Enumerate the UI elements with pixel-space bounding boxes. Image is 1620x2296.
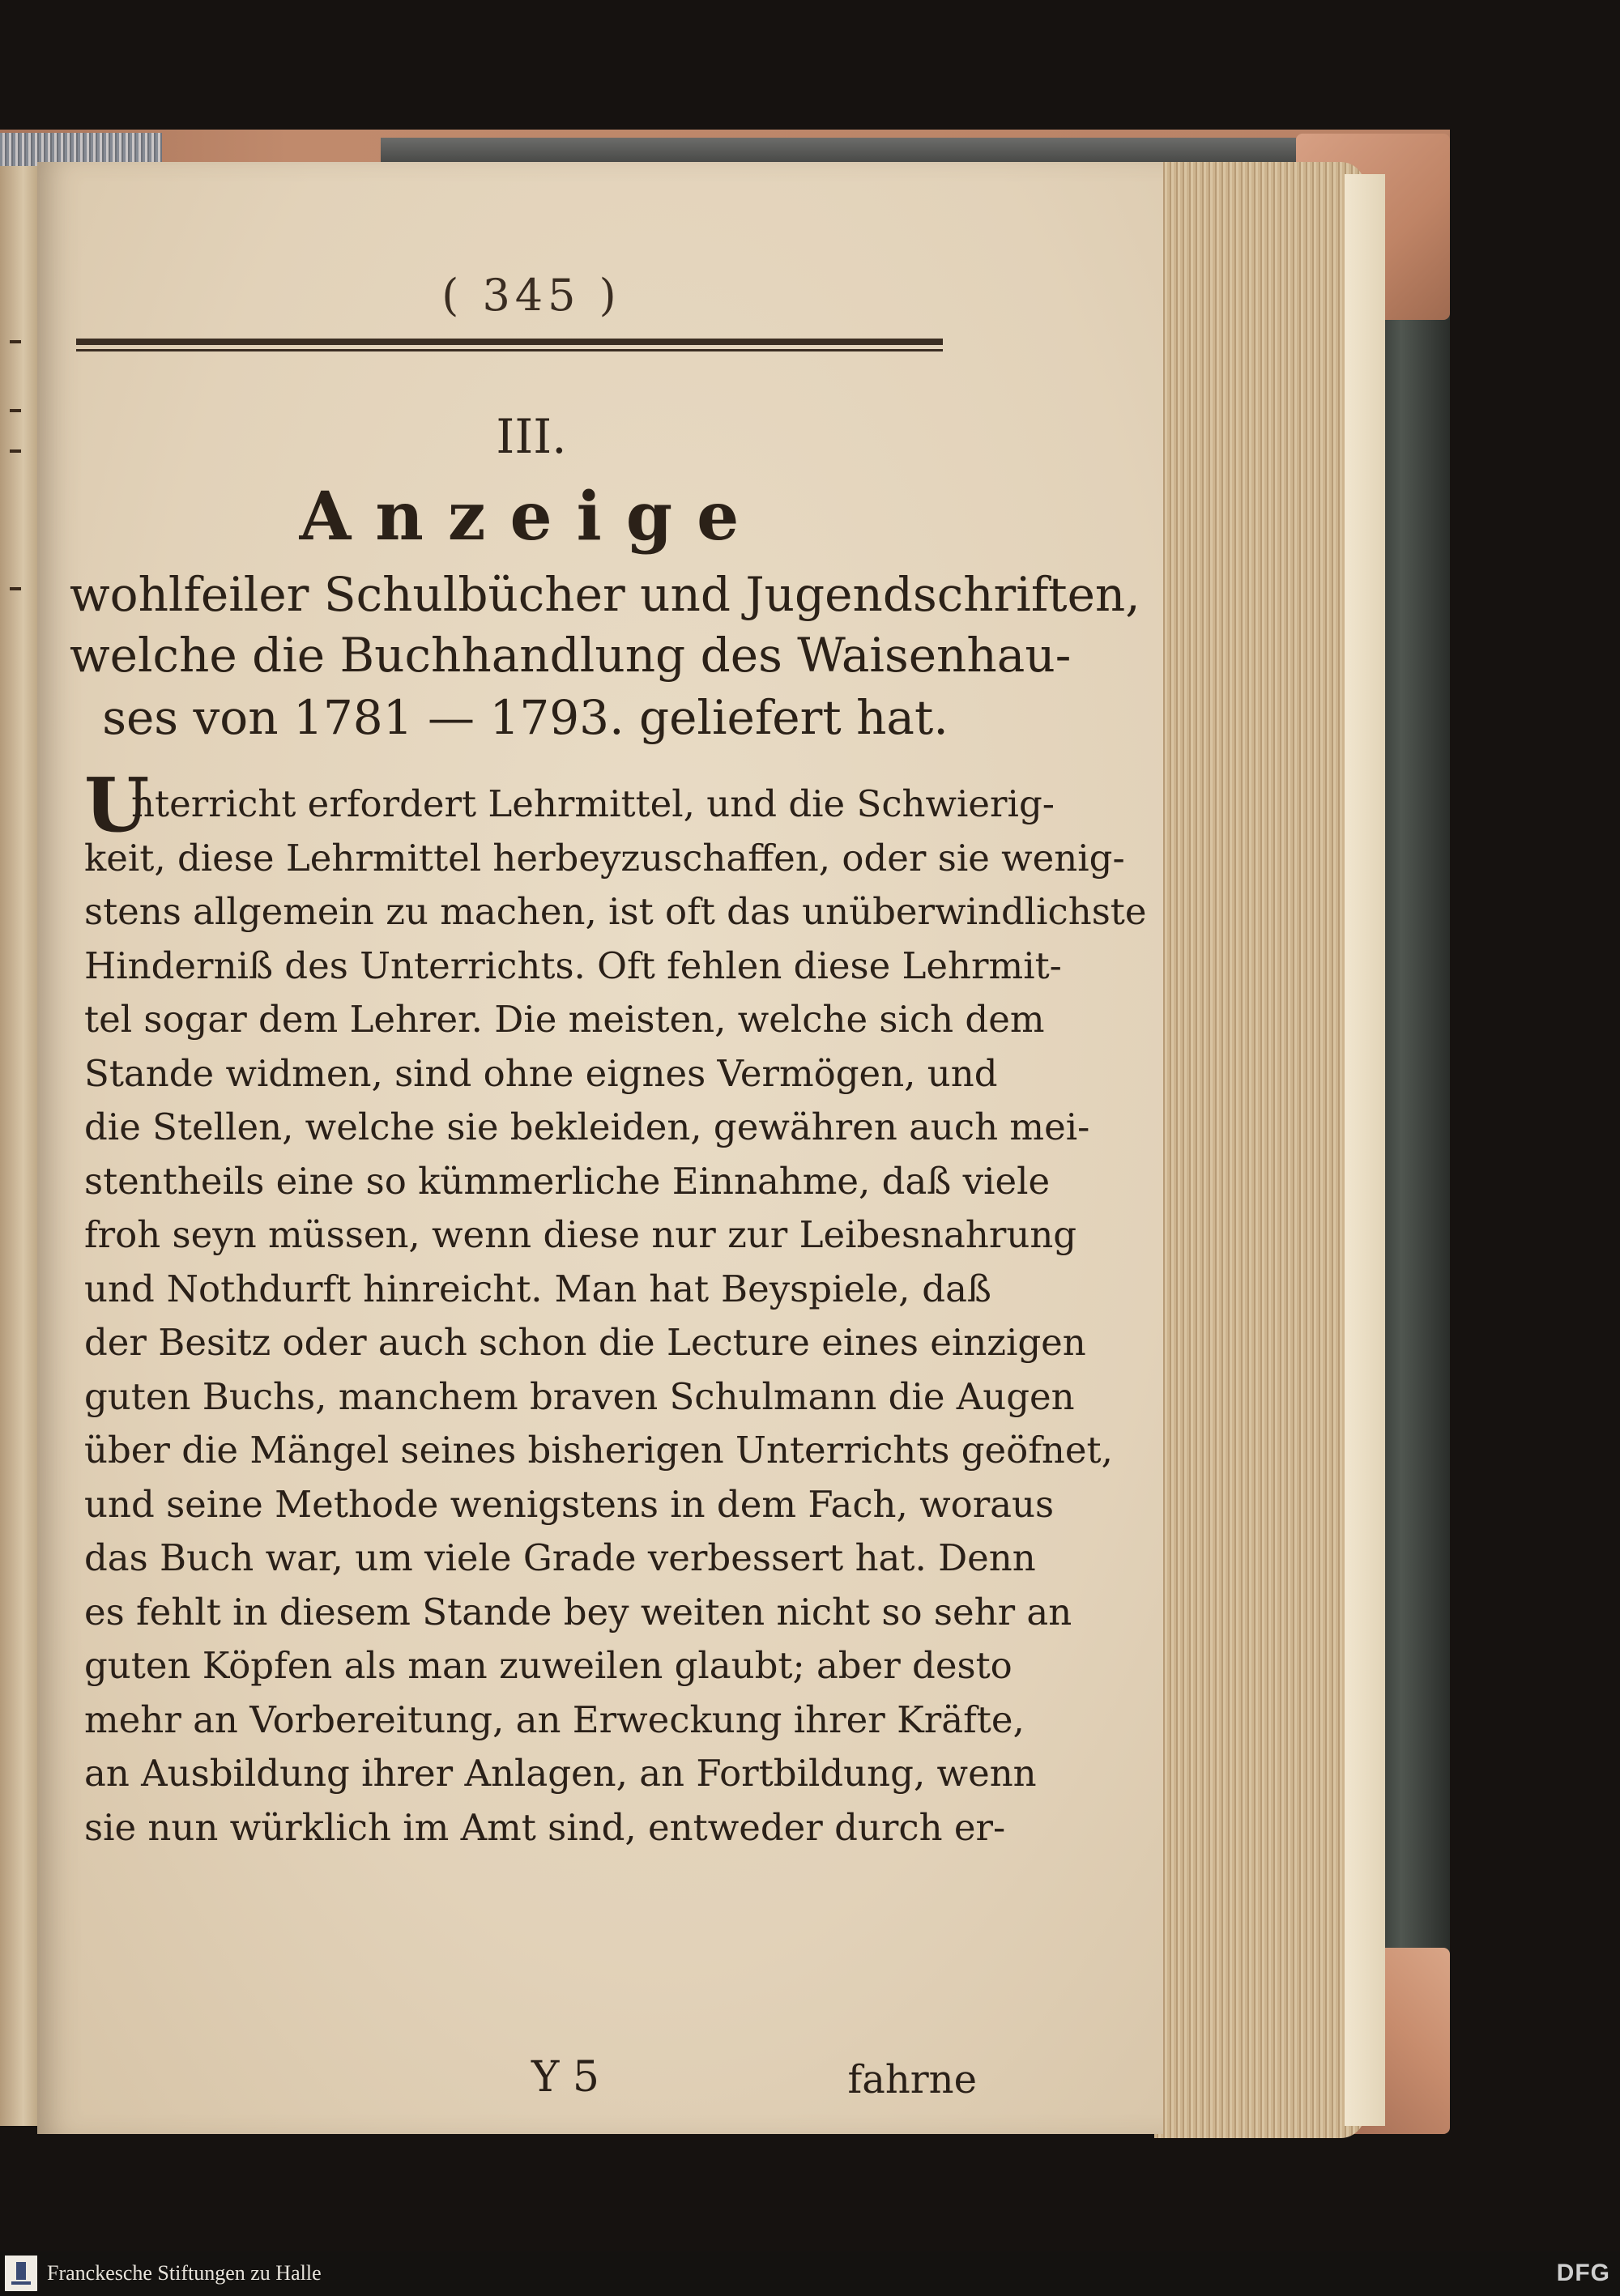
left-page-mark [10,449,21,453]
body-line: sie nun würklich im Amt sind, entweder durch er- [84,1805,1006,1849]
left-facing-page [0,166,39,2126]
drop-capital: U [84,761,150,849]
body-line: stens allgemein zu machen, ist oft das unüberwindlichste [84,890,1147,933]
signature-mark: Y 5 [531,2053,599,2102]
body-line: guten Köpfen als man zuweilen glaubt; aber desto [84,1644,1013,1687]
page-number: ( 345 ) [441,270,621,321]
section-number: III. [496,409,567,464]
footer-bar [0,2251,1620,2296]
body-line: der Besitz oder auch schon die Lecture eines einzigen [84,1321,1086,1364]
page-heading: Anzeige [299,478,764,556]
body-line: die Stellen, welche sie bekleiden, gewähren auch mei- [84,1105,1090,1148]
body-line: es fehlt in diesem Stande bey weiten nicht so sehr an [84,1590,1072,1634]
body-line: keit, diese Lehrmittel herbeyzuschaffen, oder sie wenig- [84,836,1125,880]
body-line: mehr an Vorbereitung, an Erweckung ihrer Kräfte, [84,1698,1025,1741]
body-line: guten Buchs, manchem braven Schulmann die Augen [84,1374,1075,1418]
header-rule [76,339,943,345]
institution-link[interactable]: Franckesche Stiftungen zu Halle [47,2261,322,2285]
body-line: Hinderniß des Unterrichts. Oft fehlen diese Lehrmit- [84,944,1062,987]
left-page-mark [10,409,21,412]
subtitle-line: welche die Buchhandlung des Waisenhau- [70,628,1072,683]
left-page-mark [10,587,21,590]
dfg-logo[interactable]: DFG [1556,2260,1610,2286]
body-line: froh seyn müssen, wenn diese nur zur Leibesnahrung [84,1213,1077,1256]
body-line: über die Mängel seines bisherigen Unterrichts geöfnet, [84,1429,1113,1472]
subtitle-line: wohlfeiler Schulbücher und Jugendschriften, [70,567,1140,622]
body-line: tel sogar dem Lehrer. Die meisten, welche sich dem [84,998,1045,1041]
logo-tower [16,2262,26,2280]
logo-base [11,2281,31,2285]
catchword: fahrne [847,2057,977,2102]
body-line: das Buch war, um viele Grade verbessert hat. Denn [84,1536,1036,1579]
francke-foundation-logo-icon[interactable] [5,2256,37,2291]
page-block-edge [1154,162,1365,2138]
body-line: Stande widmen, sind ohne eignes Vermögen, und [84,1051,998,1095]
body-line: nterricht erfordert Lehrmittel, und die Schwierig- [131,782,1055,825]
book-page [37,162,1163,2134]
header-rule-thin [76,349,943,351]
body-text [84,777,1147,1855]
left-page-mark [10,340,21,343]
body-line: an Ausbildung ihrer Anlagen, an Fortbildung, wenn [84,1752,1037,1795]
subtitle-line: ses von 1781 — 1793. geliefert hat. [102,690,949,745]
body-line: und Nothdurft hinreicht. Man hat Beyspiele, daß [84,1267,991,1310]
body-line: stentheils eine so kümmerliche Einnahme, daß viele [84,1159,1051,1203]
body-line: und seine Methode wenigstens in dem Fach, woraus [84,1482,1055,1526]
flyleaf [1345,174,1385,2126]
